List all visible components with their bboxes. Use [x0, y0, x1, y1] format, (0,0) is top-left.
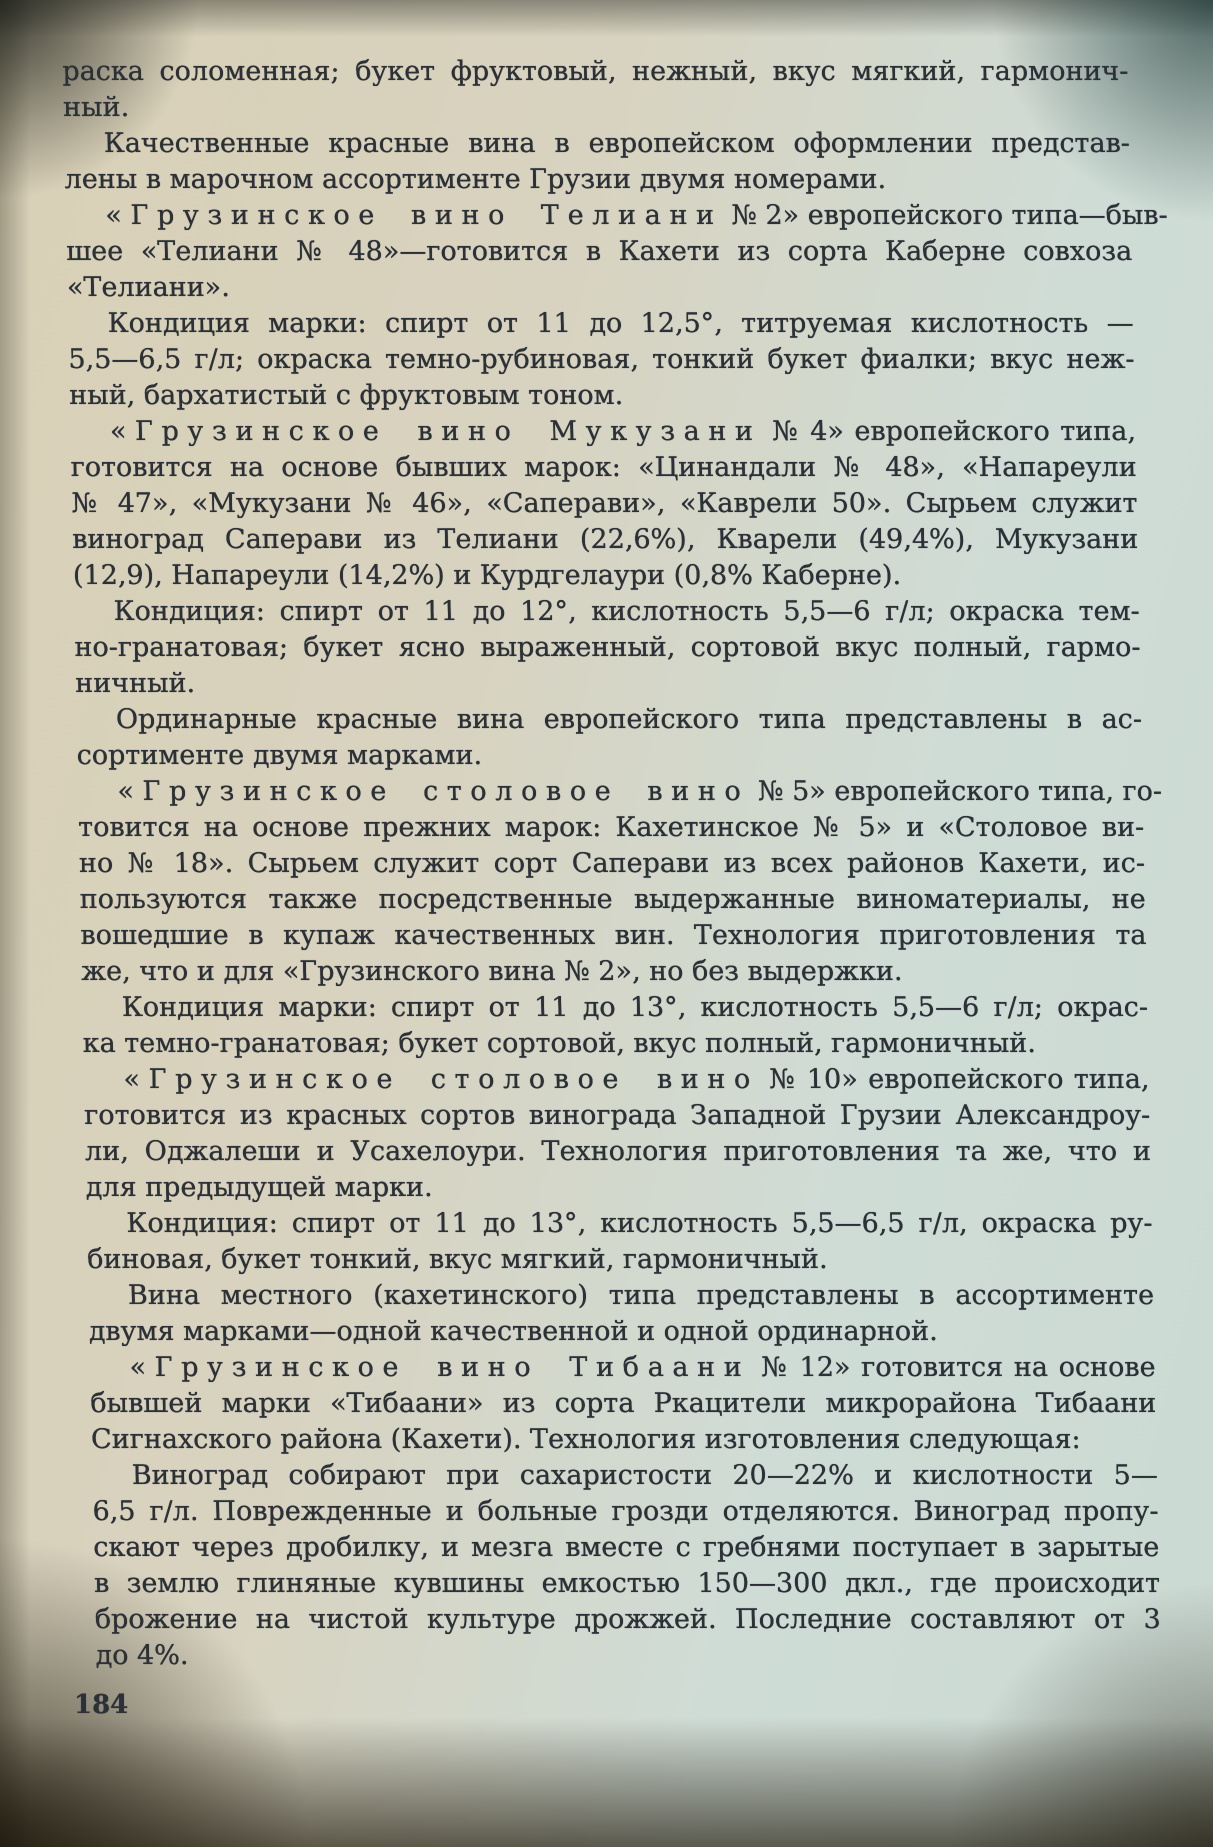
paragraph	[65, 198, 1169, 306]
text-segment: № 4» европейского типа,	[761, 416, 1137, 447]
text-line: виноград Саперави из Телиани (22,6%), Кварели (49,4%), Мукузани	[71, 524, 1139, 555]
text-line: ный.	[62, 92, 130, 123]
text-line: брожение на чистой культуре дрожжей. Последние составляют от 3	[94, 1604, 1162, 1635]
wine-name-emphasis: «Грузинское столовое вино	[123, 1064, 760, 1095]
text-line: Кондиция: спирт от 11 до 12°, кислотность 5,5—6 г/л; окраска тем-	[113, 596, 1141, 627]
text-segment: № 12» готовится на основе	[750, 1352, 1156, 1383]
page-text-block	[62, 54, 1169, 1674]
text-line: 6,5 г/л. Поврежденные и больные грозди отделяются. Виноград пропу-	[92, 1496, 1159, 1527]
paragraph	[82, 990, 1150, 1062]
paragraph	[88, 1278, 1156, 1350]
text-line: товится на основе прежних марок: Кахетинское № 5» и «Столовое ви-	[77, 812, 1145, 843]
text-line: «Телиани».	[66, 272, 231, 303]
text-line: готовится на основе бывших марок: «Цинандали № 48», «Напареули	[70, 452, 1137, 483]
paragraph	[86, 1206, 1154, 1278]
paragraph	[67, 306, 1135, 414]
text-line: сортименте двумя марками.	[76, 740, 483, 771]
page-number: 184	[74, 1690, 129, 1720]
text-line: пользуются также посредственные выдержанные виноматериалы, не	[79, 884, 1147, 915]
paragraph	[70, 414, 1140, 594]
text-line: для предыдущей марки.	[85, 1172, 433, 1203]
paragraph	[91, 1458, 1162, 1674]
text-line: ка темно-гранатовая; букет сортовой, вкус полный, гармоничный.	[82, 1028, 1037, 1059]
text-line	[65, 198, 1169, 234]
text-line: Кондиция: спирт от 11 до 13°, кислотность 5,5—6,5 г/л, окраска ру-	[126, 1208, 1153, 1239]
text-line: Виноград собирают при сахаристости 20—22% и кислотности 5—	[131, 1460, 1159, 1491]
text-segment: № 2» европейского типа—быв-	[722, 200, 1169, 231]
text-line: 5,5—6,5 г/л; окраска темно-рубиновая, тонкий букет фиалки; вкус неж-	[68, 344, 1135, 375]
text-line: двумя марками—одной качественной и одной ординарной.	[88, 1316, 938, 1347]
text-line	[83, 1062, 1150, 1098]
paragraph	[76, 702, 1144, 774]
text-line: бывшей марки «Тибаани» из сорта Ркацители микрорайона Тибаани	[89, 1388, 1157, 1419]
text-line: Качественные красные вина в европейском оформлении представ-	[103, 128, 1131, 159]
text-line: ничный.	[74, 668, 196, 699]
text-line: но-гранатовая; букет ясно выраженный, сортовой вкус полный, гармо-	[74, 632, 1141, 663]
wine-name-emphasis: «Грузинское вино Тибаани	[129, 1352, 751, 1383]
wine-name-emphasis: «Грузинское столовое вино	[117, 776, 750, 807]
paragraph	[64, 126, 1132, 198]
text-line: Кондиция марки: спирт от 11 до 13°, кислотность 5,5—6 г/л; окрас-	[121, 992, 1149, 1023]
wine-name-emphasis: «Грузинское вино Мукузани	[109, 416, 762, 447]
text-line: Вина местного (кахетинского) типа представлены в ассортименте	[127, 1280, 1155, 1311]
paragraph	[73, 594, 1141, 702]
text-line: раска соломенная; букет фруктовый, нежный, вкус мягкий, гармонич-	[62, 56, 1129, 87]
text-line	[77, 774, 1163, 810]
text-line: но № 18». Сырьем служит сорт Саперави из всех районов Кахети, ис-	[78, 848, 1146, 879]
text-line: Ординарные красные вина европейского типа представлены в ас-	[115, 704, 1143, 735]
text-line: (12,9), Напареули (14,2%) и Курдгелаури (0,8% Каберне).	[72, 560, 902, 591]
text-line	[89, 1350, 1156, 1386]
text-segment: № 10» европейского типа,	[758, 1064, 1150, 1095]
text-line: Кондиция марки: спирт от 11 до 12,5°, титруемая кислотность —	[107, 308, 1134, 339]
text-line: готовится из красных сортов винограда Западной Грузии Александроу-	[83, 1100, 1151, 1131]
text-line: ли, Оджалеши и Усахелоури. Технология приготовления та же, что и	[84, 1136, 1152, 1167]
paragraph	[89, 1350, 1157, 1458]
text-line: в землю глиняные кувшины емкостью 150—300 дкл., где происходит	[93, 1568, 1161, 1599]
text-line: № 47», «Мукузани № 46», «Саперави», «Каврели 50». Сырьем служит	[71, 488, 1138, 519]
text-line: вошедшие в купаж качественных вин. Технология приготовления та	[80, 920, 1147, 951]
text-line: же, что и для «Грузинского вина № 2», но без выдержки.	[80, 956, 903, 987]
text-line: до 4%.	[95, 1640, 189, 1671]
text-segment: № 5» европейского типа, го-	[749, 776, 1163, 807]
text-line: шее «Телиани № 48»—готовится в Кахети из сорта Каберне совхоза	[65, 236, 1133, 267]
text-line: Сигнахского района (Кахети). Технология изготовления следующая:	[90, 1424, 1081, 1455]
text-line	[70, 414, 1137, 450]
paragraph	[83, 1062, 1152, 1206]
paragraph	[62, 54, 1130, 126]
wine-name-emphasis: «Грузинское вино Телиани	[105, 200, 724, 231]
text-line: биновая, букет тонкий, вкус мягкий, гармоничный.	[86, 1244, 828, 1275]
text-line: скают через дробилку, и мезга вместе с гребнями поступает в зарытые	[92, 1532, 1160, 1563]
text-line: лены в марочном ассортименте Грузии двумя номерами.	[64, 164, 887, 195]
text-line: ный, бархатистый с фруктовым тоном.	[68, 380, 624, 411]
paragraph	[77, 774, 1163, 990]
